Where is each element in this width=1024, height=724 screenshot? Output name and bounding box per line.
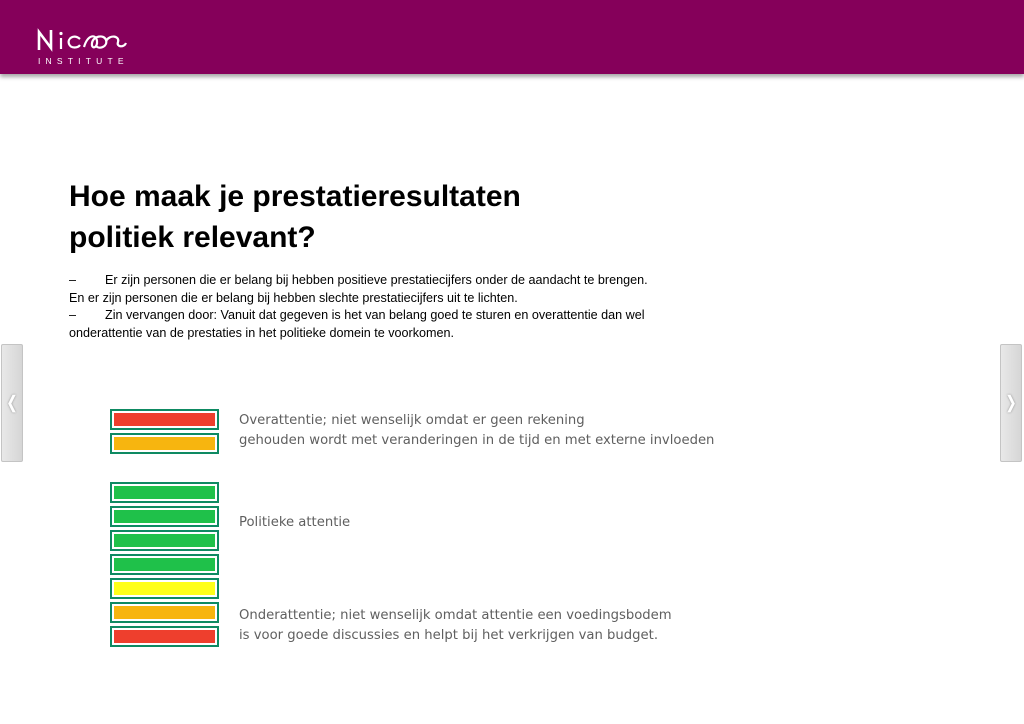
scale-bar-fill [114, 558, 215, 571]
scale-bar [110, 626, 219, 647]
slide-title [69, 176, 629, 258]
chevron-left-icon: ❬ [4, 393, 20, 412]
logo-mark [36, 28, 132, 54]
bullet-item-1 [69, 272, 661, 307]
title-line-1: Hoe maak je prestatieresultaten [69, 180, 521, 213]
scale-bar-fill [114, 582, 215, 595]
political-attention-text: Politieke attentie [239, 515, 351, 530]
bullet-dash: – [69, 273, 77, 287]
bullet-dash: – [69, 308, 77, 322]
scale-bar [110, 554, 219, 575]
overattention-label [239, 411, 714, 451]
scale-bar [110, 506, 219, 527]
underattention-label [239, 606, 672, 646]
scale-bar [110, 482, 219, 503]
next-slide-button[interactable] [1000, 344, 1022, 462]
chevron-right-icon: ❭ [1003, 393, 1019, 412]
scale-bar-fill [114, 510, 215, 523]
bullet-list [69, 272, 661, 342]
scale-bar-fill [114, 630, 215, 643]
bullet-item-2 [69, 307, 661, 342]
overattention-line-2: gehouden wordt met veranderingen in de tijd en met externe invloeden [239, 433, 715, 448]
bullet-text-1: Er zijn personen die er belang bij hebben positieve prestatiecijfers onder de aandacht te brengen. En er zijn personen die er belang bij hebben slechte prestatiecijfers uit te lichten. [69, 273, 648, 305]
bullet-text-2: Zin vervangen door: Vanuit dat gegeven is het van belang goed te sturen en overattentie dan wel onderattentie van de prestaties in het politieke domein te voorkomen. [69, 308, 645, 340]
title-line-2: politiek relevant? [69, 221, 316, 254]
overattention-line-1: Overattentie; niet wenselijk omdat er geen rekening [239, 413, 585, 428]
scale-bar-fill [114, 486, 215, 499]
scale-bar-fill [114, 437, 215, 450]
nicis-logo [36, 28, 136, 68]
scale-bar [110, 602, 219, 623]
scale-bar [110, 530, 219, 551]
scale-bar-fill [114, 413, 215, 426]
scale-bar [110, 409, 219, 430]
underattention-line-2: is voor goede discussies en helpt bij het verkrijgen van budget. [239, 628, 659, 643]
header-bar [0, 0, 1024, 74]
previous-slide-button[interactable] [1, 344, 23, 462]
political-attention-label [239, 513, 350, 533]
underattention-line-1: Onderattentie; niet wenselijk omdat attentie een voedingsbodem [239, 608, 672, 623]
scale-bar [110, 433, 219, 454]
scale-bar [110, 578, 219, 599]
logo-subtitle: INSTITUTE [38, 56, 129, 66]
scale-bar-fill [114, 606, 215, 619]
scale-bar-fill [114, 534, 215, 547]
